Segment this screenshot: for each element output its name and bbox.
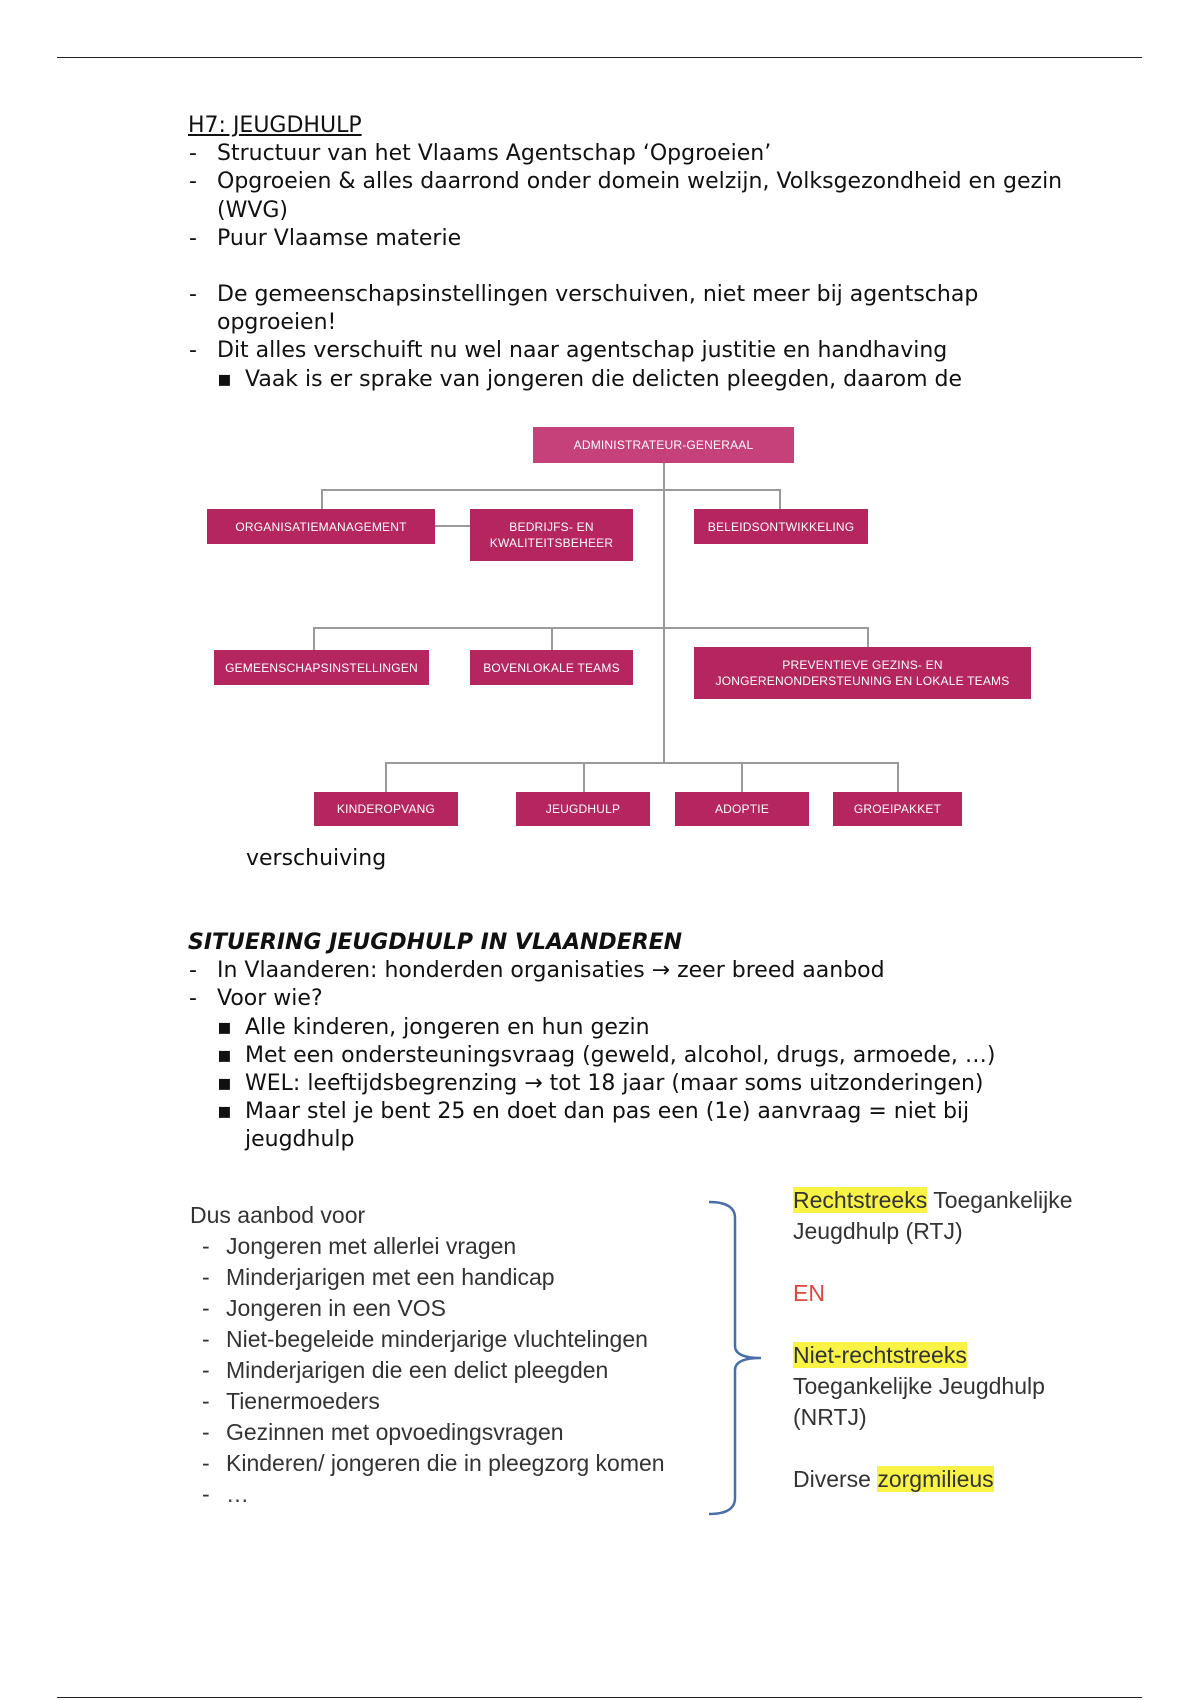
org-box-bedrijfs-kwaliteit: BEDRIJFS- EN KWALITEITSBEHEER [470, 509, 633, 561]
connector-line [313, 627, 868, 629]
list-item: - Minderjarigen met een handicap [190, 1262, 665, 1293]
situering-list [188, 957, 1108, 1013]
list-item: - Voor wie? [188, 985, 1108, 1013]
offer-title: Dus aanbod voor [190, 1202, 366, 1228]
connector-line [385, 762, 898, 764]
list-item: - Gezinnen met opvoedingsvragen [190, 1417, 665, 1448]
list-item: ▪ Maar stel je bent 25 en doet dan pas een (1e) aanvraag = niet bij jeugdhulp [188, 1098, 1108, 1154]
page-heading: H7: JEUGDHULP [188, 113, 362, 138]
situering-sublist [188, 1014, 1108, 1155]
org-box-adoptie: ADOPTIE [675, 792, 809, 826]
connector-line [663, 460, 665, 763]
connector-line [321, 489, 780, 491]
bottom-rule [57, 1697, 1142, 1698]
diverse-text: Diverse [793, 1466, 871, 1492]
list-item: ▪ Vaak is er sprake van jongeren die delicten pleegden, daarom de [188, 366, 1108, 394]
zorg-line [793, 1464, 1093, 1495]
connector-line [897, 762, 899, 792]
rtj-highlight: Rechtstreeks [793, 1187, 928, 1213]
section-title: SITUERING JEUGDHULP IN VLAANDEREN [188, 930, 683, 955]
connector-line [779, 489, 781, 509]
list-item: - Opgroeien & alles daarrond onder domein welzijn, Volksgezondheid en gezin (WVG) [188, 168, 1108, 224]
connector-line [385, 762, 387, 792]
intro-list [188, 140, 1108, 253]
org-box-kinderopvang: KINDEROPVANG [314, 792, 458, 826]
intro-block [188, 112, 1108, 394]
top-rule [57, 57, 1142, 58]
nrtj-line-2: Toegankelijke Jeugdhulp [793, 1373, 1045, 1399]
org-box-preventieve: PREVENTIEVE GEZINS- EN JONGERENONDERSTEUNING EN LOKALE TEAMS [694, 647, 1031, 699]
list-item: - Kinderen/ jongeren die in pleegzorg komen [190, 1448, 665, 1479]
rtj-line-1 [793, 1185, 1093, 1216]
shift-sub-continuation: verschuiving [246, 846, 387, 871]
connector-line [434, 525, 472, 527]
spacer [793, 1309, 1093, 1340]
org-box-gemeenschapsinstellingen: GEMEENSCHAPSINSTELLINGEN [214, 650, 429, 685]
list-item: - Niet-begeleide minderjarige vluchtelingen [190, 1324, 665, 1355]
offer-block [190, 1200, 665, 1510]
spacer [793, 1433, 1093, 1464]
shift-list [188, 281, 1108, 366]
org-box-bovenlokale-teams: BOVENLOKALE TEAMS [470, 650, 633, 685]
right-column [793, 1185, 1093, 1495]
list-item: - Minderjarigen die een delict pleegden [190, 1355, 665, 1386]
nrtj-line-3: (NRTJ) [793, 1404, 867, 1430]
list-item: - De gemeenschapsinstellingen verschuiven, niet meer bij agentschap opgroeien! [188, 281, 1108, 337]
rtj-line-2: Jeugdhulp (RTJ) [793, 1218, 963, 1244]
connector-line [583, 762, 585, 792]
list-item: - Puur Vlaamse materie [188, 225, 1108, 253]
list-item: ▪ Alle kinderen, jongeren en hun gezin [188, 1014, 1108, 1042]
org-box-jeugdhulp: JEUGDHULP [516, 792, 650, 826]
list-item: - Dit alles verschuift nu wel naar agentschap justitie en handhaving [188, 337, 1108, 365]
org-box-organisatiemanagement: ORGANISATIEMANAGEMENT [207, 509, 435, 544]
list-item: - Jongeren in een VOS [190, 1293, 665, 1324]
spacer [188, 253, 1108, 281]
rtj-text: Toegankelijke [933, 1187, 1073, 1213]
list-item: - Jongeren met allerlei vragen [190, 1231, 665, 1262]
zorg-highlight: zorgmilieus [877, 1466, 994, 1492]
nrtj-highlight: Niet-rechtstreeks [793, 1342, 967, 1368]
org-box-administrateur: ADMINISTRATEUR-GENERAAL [533, 427, 794, 463]
shift-sublist [188, 366, 1108, 394]
connector-line [551, 627, 553, 650]
curly-brace [705, 1198, 765, 1518]
list-item: ▪ Met een ondersteuningsvraag (geweld, alcohol, drugs, armoede, …) [188, 1042, 1108, 1070]
en-label: EN [793, 1280, 825, 1306]
org-box-groeipakket: GROEIPAKKET [833, 792, 962, 826]
connector-line [741, 762, 743, 792]
situering-block [188, 929, 1108, 1155]
connector-line [321, 489, 323, 509]
org-box-beleidsontwikkeling: BELEIDSONTWIKKELING [694, 509, 868, 544]
offer-list [190, 1231, 665, 1510]
list-item: ▪ WEL: leeftijdsbegrenzing → tot 18 jaar (maar soms uitzonderingen) [188, 1070, 1108, 1098]
nrtj-line-1 [793, 1340, 1093, 1371]
connector-line [313, 627, 315, 650]
connector-line [867, 627, 869, 647]
list-item: - … [190, 1479, 665, 1510]
list-item: - In Vlaanderen: honderden organisaties → zeer breed aanbod [188, 957, 1108, 985]
list-item: - Tienermoeders [190, 1386, 665, 1417]
spacer [793, 1247, 1093, 1278]
list-item: - Structuur van het Vlaams Agentschap ‘Opgroeien’ [188, 140, 1108, 168]
